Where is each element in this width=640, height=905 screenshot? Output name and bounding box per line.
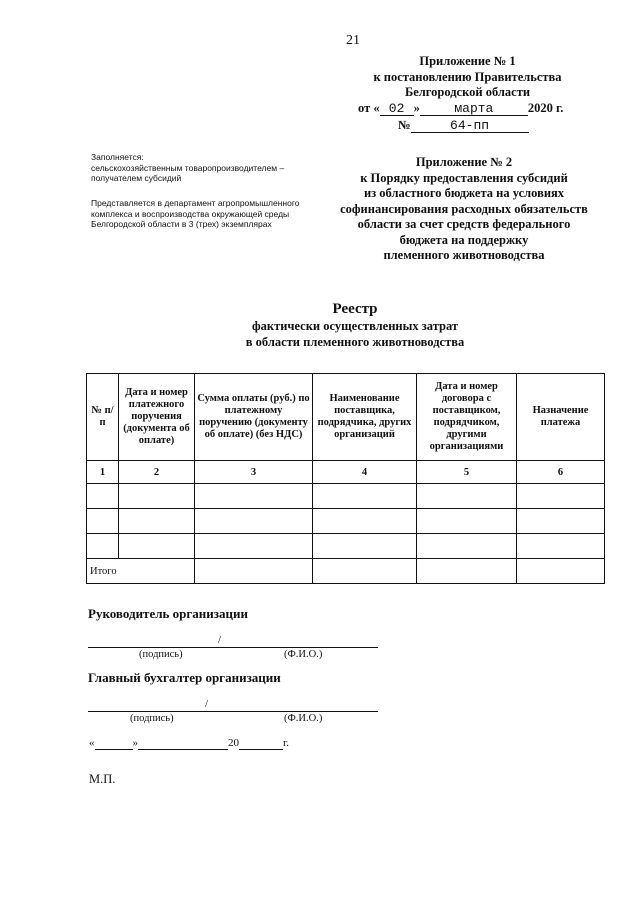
header-purpose: Назначение платежа [517, 374, 605, 461]
column-number: 3 [195, 461, 313, 484]
table-cell[interactable] [417, 534, 517, 559]
chief-accountant-title: Главный бухгалтер организации [88, 670, 281, 685]
appendix-1-heading [340, 54, 595, 101]
head-of-organization-title: Руководитель организации [88, 606, 248, 621]
table-cell[interactable] [313, 509, 417, 534]
filled-by-label: Заполняется: [91, 152, 144, 162]
appendix-1-title: Приложение № 1 [419, 54, 516, 68]
date-mid: » [413, 101, 420, 115]
header-payment-order: Дата и номер платежного поручения (документа об оплате) [119, 374, 195, 461]
table-cell[interactable] [417, 484, 517, 509]
column-number: 4 [313, 461, 417, 484]
table-cell[interactable] [195, 484, 313, 509]
submission-note: Представляется в департамент агропромышленного комплекса и воспроизводства окружающей среды Белгородской области в 3 (трех) экземплярах [91, 198, 300, 229]
number-value: 64-пп [411, 120, 529, 133]
header-number: № п/п [87, 374, 119, 461]
header-contract: Дата и номер договора с поставщиком, подрядчиком, другими организациями [417, 374, 517, 461]
date-year-suffix: г. [283, 737, 290, 749]
appendix-2-title: Приложение № 2 [415, 155, 513, 169]
date-day-blank[interactable] [95, 737, 133, 750]
table-cell[interactable] [87, 484, 119, 509]
date-month: марта [420, 103, 528, 116]
table-cell[interactable] [119, 484, 195, 509]
table-cell[interactable] [119, 509, 195, 534]
table-row [87, 509, 605, 534]
table-cell[interactable] [195, 509, 313, 534]
table-cell[interactable] [195, 534, 313, 559]
appendix-1-date [358, 101, 563, 116]
accountant-signature-slash: / [205, 698, 209, 710]
signature-date-line [89, 737, 289, 750]
appendix-2-heading [333, 155, 595, 264]
column-number: 6 [517, 461, 605, 484]
appendix-2-line6: бюджета на поддержку [399, 232, 529, 247]
table-header-row [87, 374, 605, 461]
number-label: № [398, 118, 411, 132]
column-number-row [87, 461, 605, 484]
date-year-prefix: 20 [228, 737, 239, 749]
head-signature-caption: (подпись) [139, 649, 183, 660]
table-cell[interactable] [517, 534, 605, 559]
header-supplier: Наименование поставщика, подрядчика, других организаций [313, 374, 417, 461]
appendix-1-line2: к постановлению Правительства [373, 69, 562, 84]
appendix-1-number [398, 118, 529, 133]
filled-by-text: сельскохозяйственным товаропроизводителем – получателем субсидий [91, 162, 285, 183]
accountant-name-caption: (Ф.И.О.) [284, 713, 323, 724]
register-title: Реестр [332, 301, 378, 317]
appendix-2-line5: области за счет средств федерального [357, 217, 571, 231]
table-cell[interactable] [517, 484, 605, 509]
head-name-caption: (Ф.И.О.) [284, 649, 323, 660]
appendix-2-line7: племенного животноводства [383, 248, 545, 262]
stamp-label: М.П. [89, 772, 116, 786]
page-number: 21 [346, 33, 360, 48]
total-row [87, 559, 605, 584]
column-number: 5 [417, 461, 517, 484]
date-year-blank[interactable] [239, 737, 283, 750]
table-cell[interactable] [87, 534, 119, 559]
filled-by-note [91, 152, 313, 184]
head-signature-slash: / [218, 634, 222, 646]
head-signature-line[interactable] [88, 647, 378, 648]
date-year: 2020 г. [527, 101, 564, 115]
appendix-2-line4: софинансирования расходных обязательств [340, 201, 588, 216]
total-cell[interactable] [517, 559, 605, 584]
table-cell[interactable] [313, 484, 417, 509]
date-prefix: от « [358, 101, 380, 115]
table-cell[interactable] [87, 509, 119, 534]
table-row [87, 534, 605, 559]
appendix-2-line3: из областного бюджета на условиях [363, 186, 565, 200]
table-cell[interactable] [517, 509, 605, 534]
table-cell[interactable] [119, 534, 195, 559]
table-cell[interactable] [417, 509, 517, 534]
table-row [87, 484, 605, 509]
accountant-signature-caption: (подпись) [130, 713, 174, 724]
date-day: 02 [380, 103, 414, 116]
register-heading [230, 301, 480, 350]
date-month-blank[interactable] [138, 737, 228, 750]
total-cell[interactable] [313, 559, 417, 584]
date-close-quote: » [132, 737, 138, 749]
header-amount: Сумма оплаты (руб.) по платежному поручению (документу об оплате) (без НДС) [195, 374, 313, 461]
total-cell[interactable] [195, 559, 313, 584]
appendix-2-line2: к Порядку предоставления субсидий [360, 170, 568, 185]
total-cell[interactable] [417, 559, 517, 584]
accountant-signature-line[interactable] [88, 711, 378, 712]
date-open-quote: « [89, 737, 95, 749]
register-subtitle-2: в области племенного животноводства [245, 335, 465, 349]
column-number: 2 [119, 461, 195, 484]
table-cell[interactable] [313, 534, 417, 559]
appendix-1-line3: Белгородской области [404, 85, 531, 99]
register-subtitle-1: фактически осуществленных затрат [251, 319, 459, 333]
total-label: Итого [87, 559, 195, 584]
register-table [86, 373, 605, 584]
column-number: 1 [87, 461, 119, 484]
